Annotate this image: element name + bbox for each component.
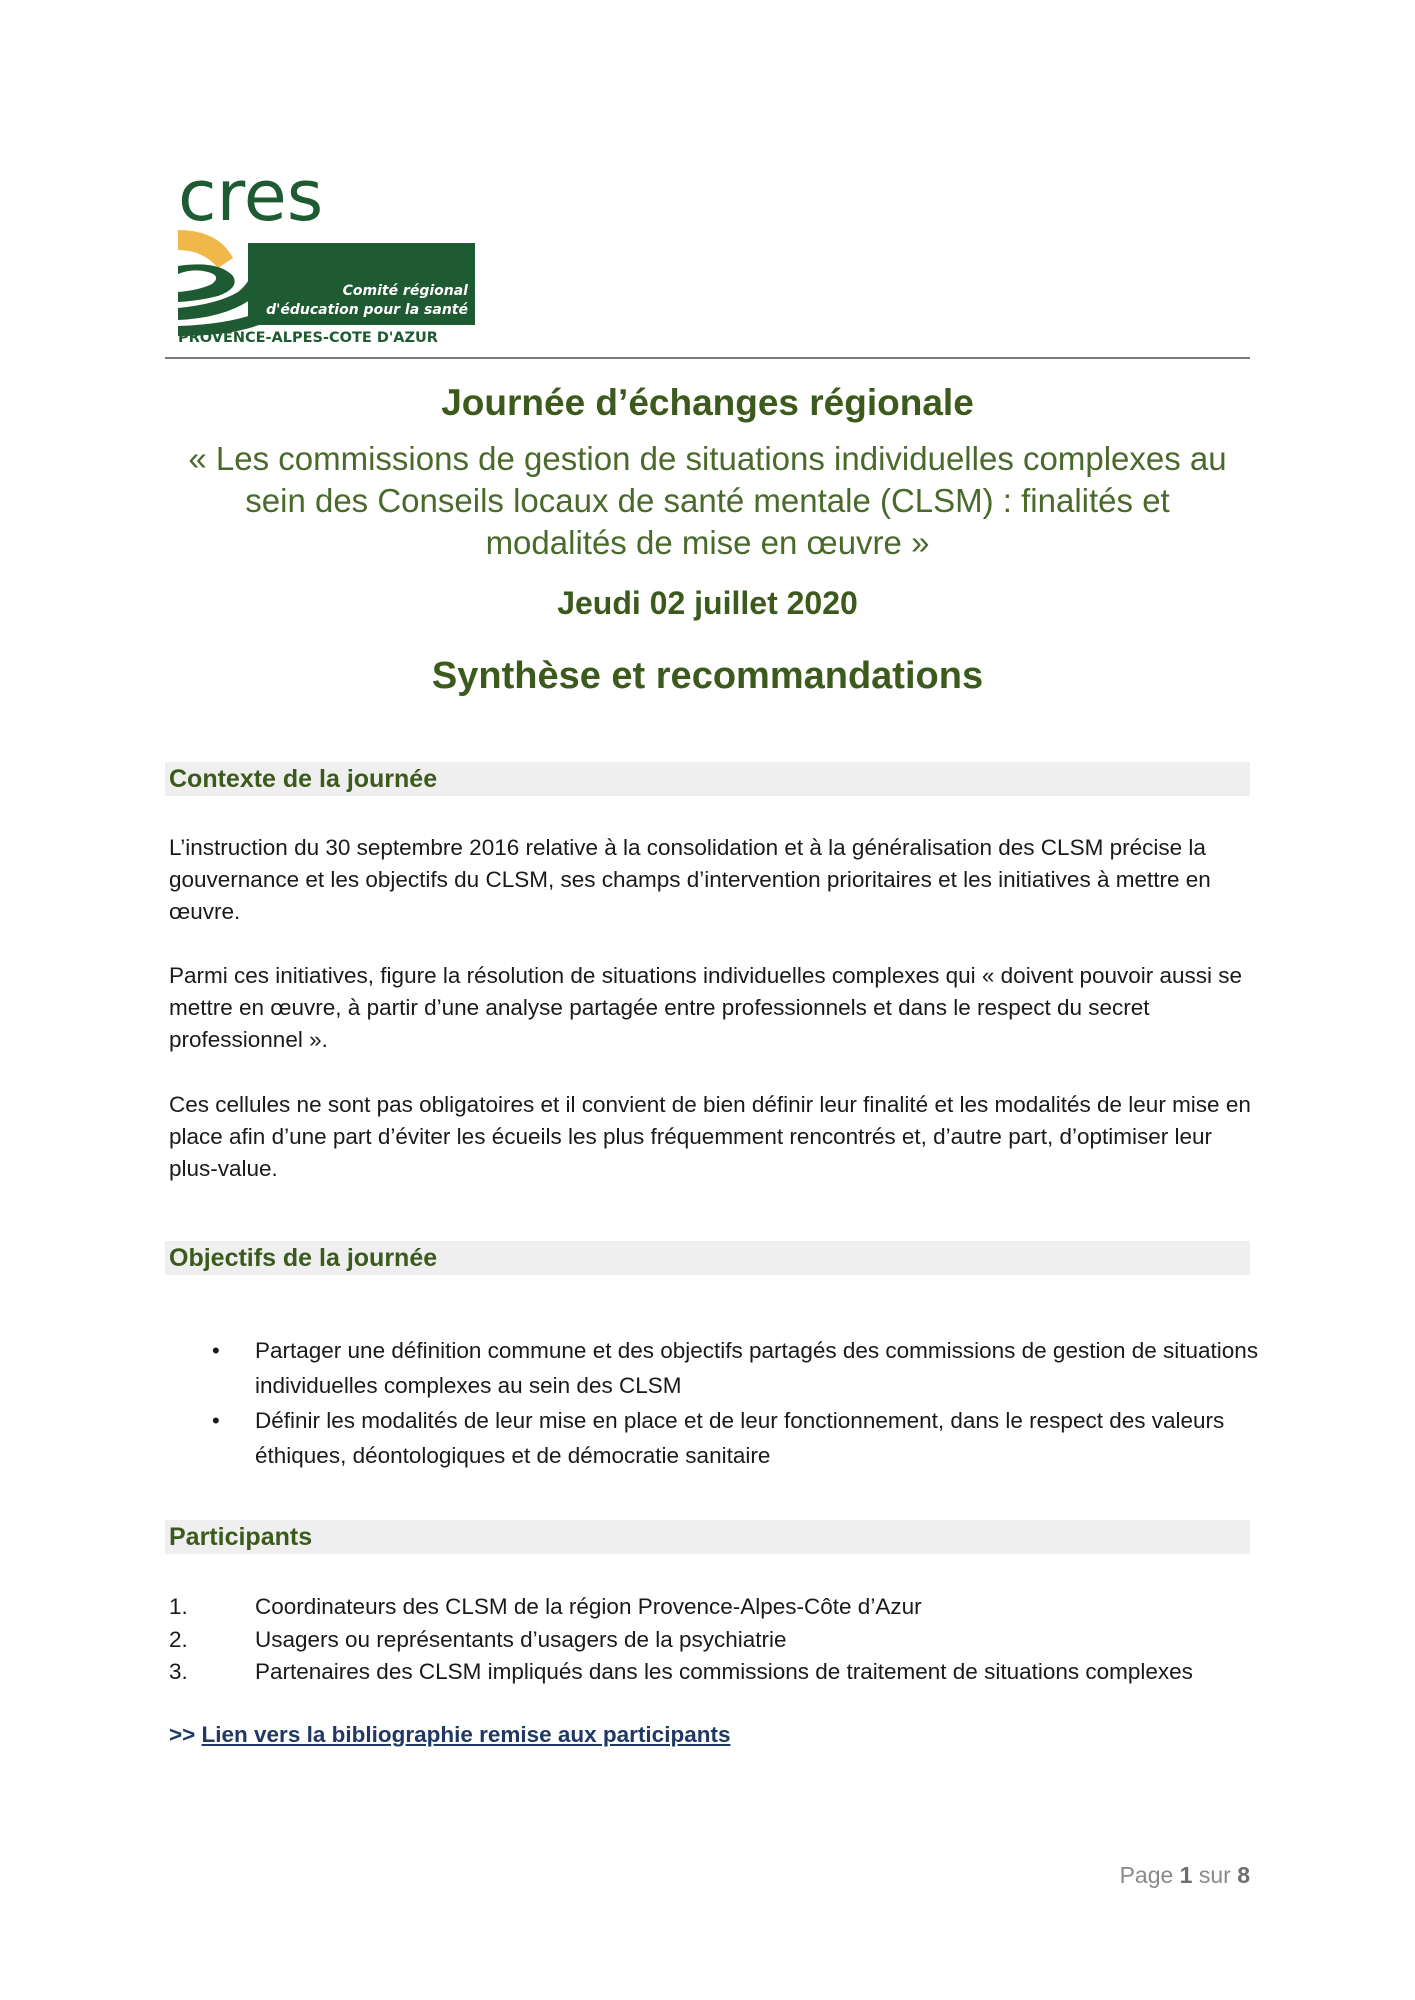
participants-list [169,1591,1269,1689]
cres-logo-graphic [178,168,478,346]
list-item-text: Coordinateurs des CLSM de la région Provence-Alpes-Côte d’Azur [255,1594,922,1619]
event-date: Jeudi 02 juillet 2020 [557,585,858,621]
page-number [1120,1862,1250,1889]
total-pages: 8 [1237,1862,1250,1888]
objectifs-list [169,1333,1259,1473]
bullet-icon: • [212,1408,220,1433]
list-item-text: Partenaires des CLSM impliqués dans les commissions de traitement de situations complexes [255,1659,1193,1684]
list-number: 1. [169,1594,188,1619]
section-heading-contexte: Contexte de la journée [165,762,1250,796]
svg-text:cres: cres [178,168,324,237]
list-item [169,1624,1269,1657]
list-item [169,1591,1269,1624]
list-number: 3. [169,1659,188,1684]
bullet-icon: • [212,1338,220,1363]
list-item [169,1333,1259,1403]
list-number: 2. [169,1626,188,1652]
contexte-paragraph-3: Ces cellules ne sont pas obligatoires et il convient de bien définir leur finalité et les modalités de leur mise en place afin d’une part d’éviter les écueils les plus fréquemment rencontrés et, d’autre part, d’optimiser leur plus-value. [169,1092,1251,1181]
list-item-text: Partager une définition commune et des objectifs partagés des commissions de gestion de situations individuelles complexes au sein des CLSM [255,1338,1259,1398]
svg-text:d'éducation pour la santé: d'éducation pour la santé [266,302,468,318]
page-separator: sur [1198,1862,1231,1888]
page-label: Page [1119,1862,1174,1888]
page-title: Journée d’échanges régionale [441,382,974,423]
list-item-text: Usagers ou représentants d’usagers de la psychiatrie [255,1626,787,1652]
link-prefix: >> [169,1722,202,1747]
bibliography-link-line [169,1722,730,1748]
list-item-text: Définir les modalités de leur mise en place et de leur fonctionnement, dans le respect des valeurs éthiques, déontologiques et de démocratie sanitaire [255,1408,1225,1468]
section-heading-participants: Participants [165,1520,1250,1554]
svg-text:Comité régional: Comité régional [342,283,468,299]
list-item [169,1403,1259,1473]
contexte-paragraph-1: L’instruction du 30 septembre 2016 relative à la consolidation et à la généralisation des CLSM précise la gouvernance et les objectifs du CLSM, ses champs d’intervention prioritaires et les initiatives à mettre en œuvre. [169,835,1211,924]
current-page: 1 [1179,1862,1193,1888]
document-title: Synthèse et recommandations [431,655,984,697]
cres-logo [178,168,478,346]
bibliography-link[interactable]: Lien vers la bibliographie remise aux participants [201,1722,731,1747]
contexte-paragraph-2: Parmi ces initiatives, figure la résolution de situations individuelles complexes qui « doivent pouvoir aussi se mettre en œuvre, à partir d’une analyse partagée entre professionnels et dans le respect du secret professionnel ». [169,963,1243,1052]
page-subtitle: « Les commissions de gestion de situations individuelles complexes au sein des Conseils locaux de santé mentale (CLSM) : finalités et modalités de mise en œuvre » [188,440,1227,561]
section-heading-objectifs: Objectifs de la journée [165,1241,1250,1275]
header-divider [165,357,1250,359]
list-item [169,1656,1269,1689]
svg-text:PROVENCE-ALPES-COTE D'AZUR: PROVENCE-ALPES-COTE D'AZUR [178,330,438,346]
